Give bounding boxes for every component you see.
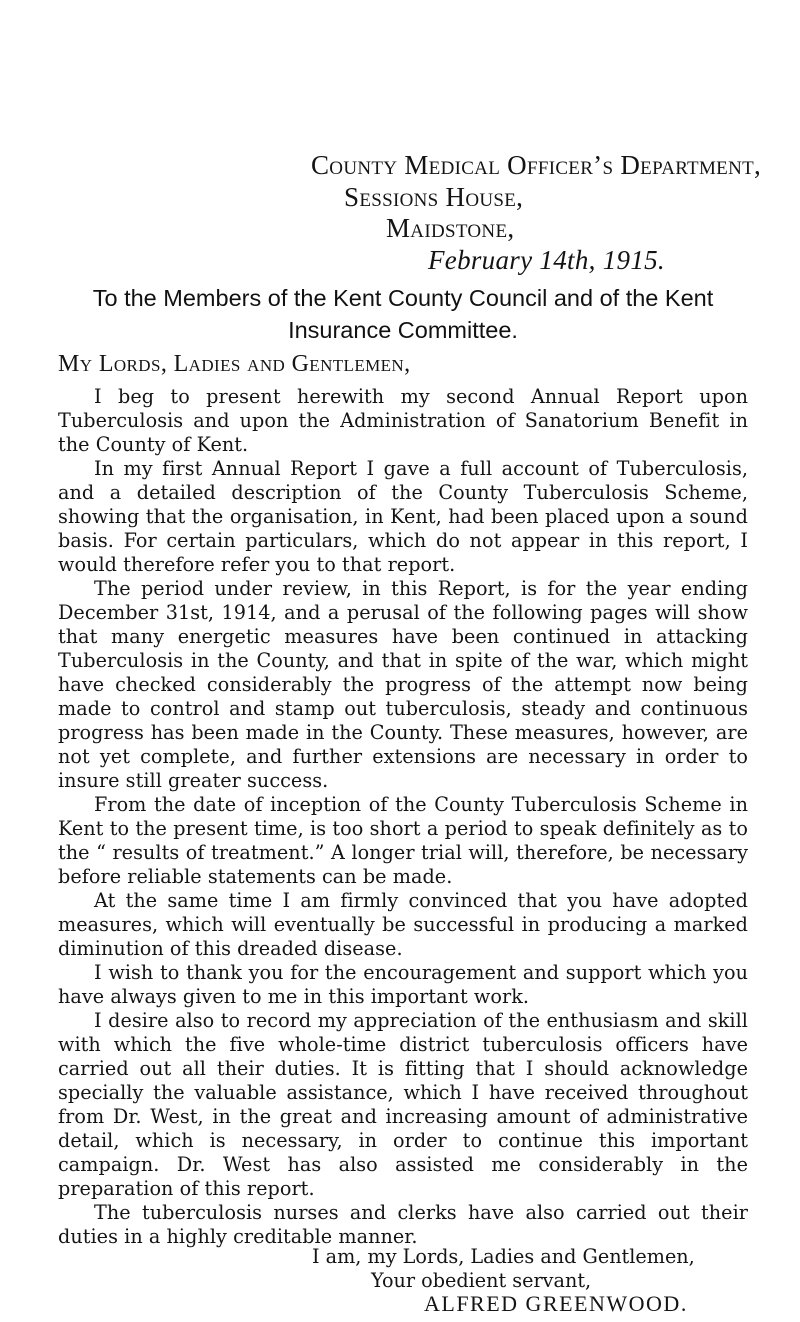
town-line: Maidstone, (386, 213, 515, 243)
signature: ALFRED GREENWOOD. (424, 1291, 688, 1316)
closing-line-1: I am, my Lords, Ladies and Gentlemen, (312, 1245, 695, 1268)
paragraph: In my first Annual Report I gave a full account of Tuberculosis, and a detailed description of the County Tuberculosis Scheme, showing that the organisation, in Kent, had been placed upon a sound basis. For certain particulars, which do not appear in this report, I would therefore refer you to that report. (58, 457, 748, 576)
building-line: Sessions House, (344, 182, 524, 212)
paragraph: The period under review, in this Report, is for the year ending December 31st, 1914, and a perusal of the following pages will show that many energetic measures have been continued in attacking Tuberculosis in the County, and that in spite of the war, which might have checked considerably the progress of the attempt now being made to control and stamp out tuberculosis, steady and continuous progress has been made in the County. These measures, however, are not yet complete, and further extensions are necessary in order to insure still greater success. (58, 577, 748, 792)
letter-body (58, 385, 748, 1249)
paragraph: At the same time I am firmly convinced that you have adopted measures, which will eventually be successful in producing a marked diminution of this dreaded disease. (58, 889, 748, 960)
closing-line-2: Your obedient servant, (371, 1269, 592, 1292)
addressee-line-2: Insurance Committee. (288, 317, 518, 343)
paragraph: The tuberculosis nurses and clerks have also carried out their duties in a highly creditable manner. (58, 1201, 748, 1248)
paragraph: I beg to present herewith my second Annual Report upon Tuberculosis and upon the Administration of Sanatorium Benefit in the County of Kent. (58, 385, 748, 456)
department-line: County Medical Officer’s Department, (311, 150, 762, 180)
paragraph: I wish to thank you for the encouragement and support which you have always given to me in this important work. (58, 961, 748, 1008)
paragraph: I desire also to record my appreciation of the enthusiasm and skill with which the five whole-time district tuberculosis officers have carried out all their duties. It is fitting that I should acknowledge specially the valuable assistance, which I have received throughout from Dr. West, in the great and increasing amount of administrative detail, which is necessary, in order to continue this important campaign. Dr. West has also assisted me considerably in the preparation of this report. (58, 1009, 748, 1200)
salutation: My Lords, Ladies and Gentlemen, (58, 351, 411, 377)
paragraph: From the date of inception of the County Tuberculosis Scheme in Kent to the present time, is too short a period to speak definitely as to the “ results of treatment.” A longer trial will, therefore, be necessary before reliable statements can be made. (58, 793, 748, 888)
letter-date: February 14th, 1915. (428, 245, 665, 275)
addressee-line-1: To the Members of the Kent County Council and of the Kent (92, 285, 714, 311)
addressee-block (58, 282, 748, 346)
